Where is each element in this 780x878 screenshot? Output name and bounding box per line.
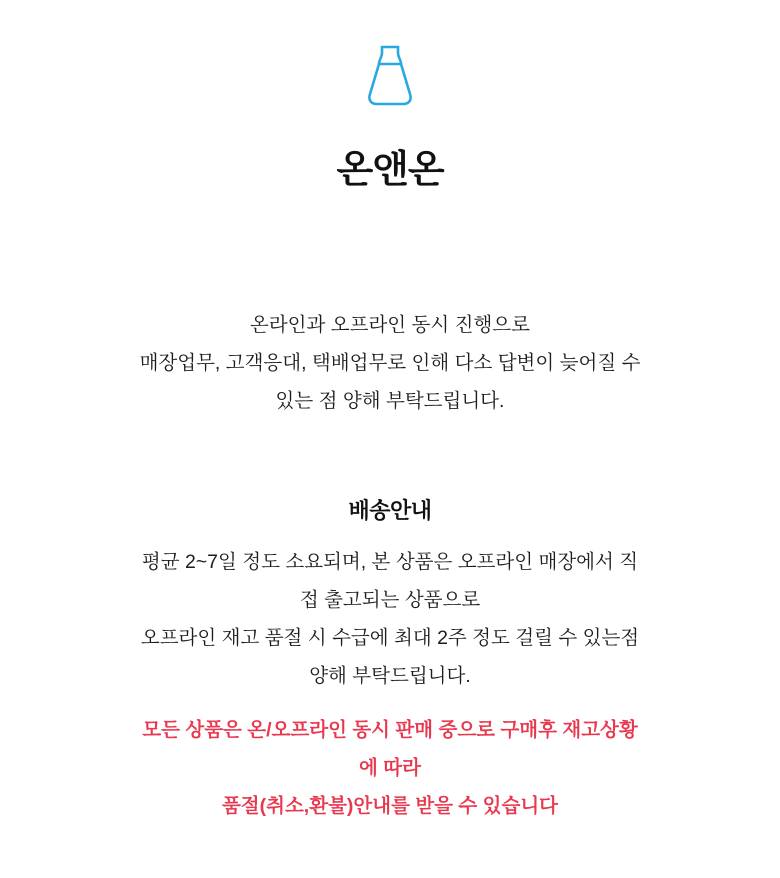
intro-line: 온라인과 오프라인 동시 진행으로	[250, 313, 530, 336]
shipping-line: 접 출고되는 상품으로	[299, 588, 481, 611]
intro-line: 매장업무, 고객응대, 택배업무로 인해 다소 답변이 늦어질 수	[139, 351, 641, 374]
notice-line: 품절(취소,환불)안내를 받을 수 있습니다	[221, 794, 559, 817]
shipping-line: 평균 2~7일 정도 소요되며, 본 상품은 오프라인 매장에서 직	[141, 550, 639, 573]
shipping-line: 오프라인 재고 품절 시 수급에 최대 2주 정도 걸릴 수 있는점	[140, 626, 640, 649]
dress-icon	[362, 44, 418, 108]
brand-logo	[0, 0, 780, 108]
intro-notice	[0, 306, 780, 420]
shipping-details	[0, 543, 780, 695]
shipping-heading: 배송안내	[348, 497, 432, 523]
stock-warning-notice	[0, 711, 780, 825]
intro-line: 있는 점 양해 부탁드립니다.	[275, 389, 505, 412]
page-title: 온앤온	[336, 149, 444, 191]
shipping-line: 양해 부탁드립니다.	[309, 664, 471, 687]
notice-line: 모든 상품은 온/오프라인 동시 판매 중으로 구매후 재고상황	[142, 718, 638, 741]
notice-line: 에 따라	[359, 756, 421, 779]
